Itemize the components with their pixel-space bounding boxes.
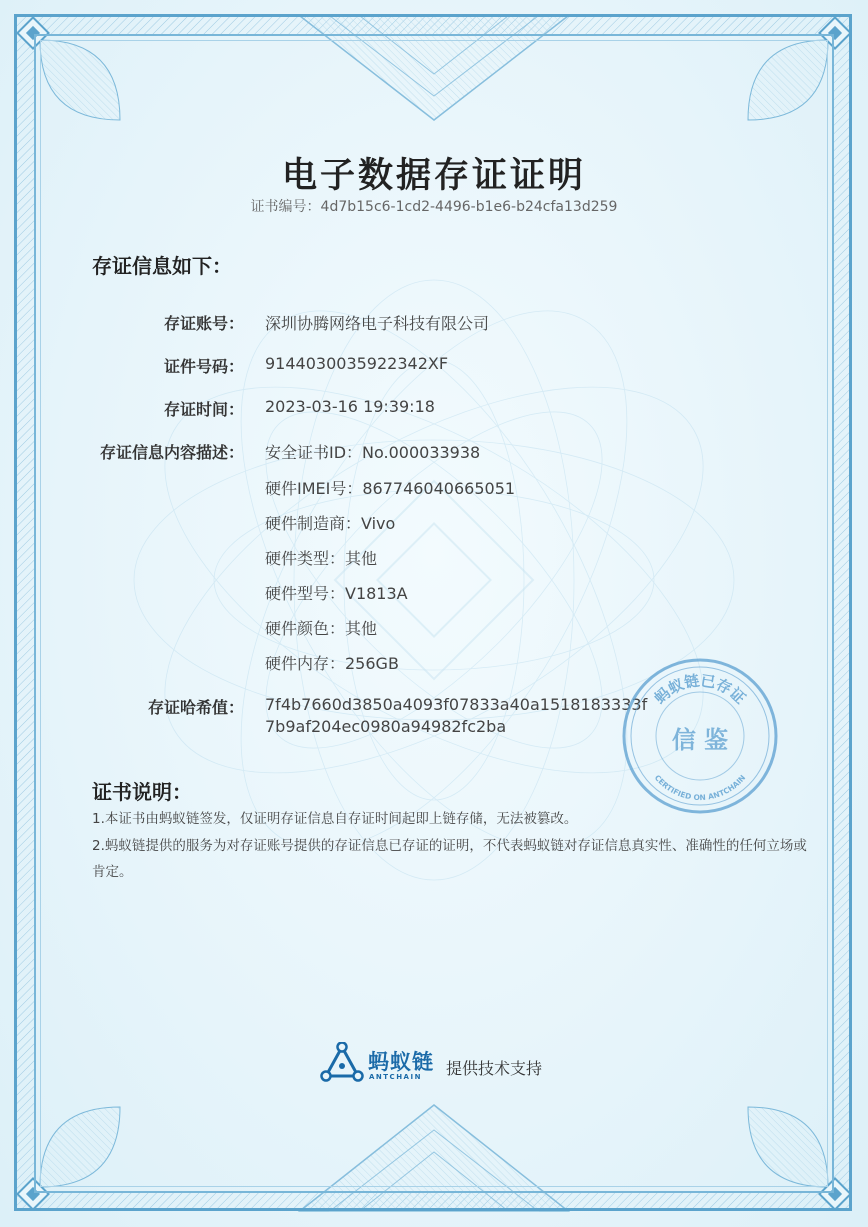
description-line: 硬件制造商：Vivo (265, 514, 396, 533)
certificate-number-value: 4d7b15c6-1cd2-4496-b1e6-b24cfa13d259 (320, 199, 618, 215)
certificate-title: 电子数据存证证明 (281, 156, 586, 196)
certificate-number-label: 证书编号： (250, 199, 321, 215)
description-line: 硬件内存：256GB (265, 654, 399, 673)
description-line: 安全证书ID：No.000033938 (265, 443, 481, 462)
seal-center-text: 信 鉴 (671, 726, 729, 754)
description-label: 存证信息内容描述： (99, 443, 244, 462)
seal-top-text: 蚂蚁链已存证 (650, 671, 750, 708)
id-number-value: 9144030035922342XF (265, 354, 449, 373)
description-line: 硬件型号：V1813A (265, 584, 408, 603)
description-line: 硬件类型：其他 (265, 549, 378, 568)
id-number-label: 证件号码： (163, 357, 244, 376)
time-label: 存证时间： (163, 400, 244, 419)
time-value: 2023-03-16 19:39:18 (265, 397, 435, 416)
brand-name: 蚂蚁链 (368, 1050, 434, 1074)
hash-line: 7f4b7660d3850a4093f07833a40a1518183333f (265, 695, 648, 714)
svg-text:蚂蚁链已存证 (651, 672, 749, 708)
support-text: 提供技术支持 (446, 1059, 543, 1078)
brand-subtitle: ANTCHAIN (369, 1073, 422, 1081)
description-line: 硬件颜色：其他 (265, 619, 378, 638)
account-value: 深圳协腾网络电子科技有限公司 (265, 314, 490, 333)
note-item: 1.本证书由蚂蚁链签发，仅证明存证信息自存证时间起即上链存储，无法被篡改。 (92, 811, 578, 827)
certified-seal (620, 656, 780, 816)
account-label: 存证账号： (163, 314, 244, 333)
notes-heading: 证书说明： (92, 780, 192, 804)
footer-brand (320, 1042, 560, 1086)
antchain-logo-icon (320, 1042, 364, 1086)
hash-line: 7b9af204ec0980a94982fc2ba (265, 717, 507, 736)
note-item: 2.蚂蚁链提供的服务为对存证账号提供的存证信息已存证的证明，不代表蚂蚁链对存证信息真实性、准确性的任何立场或肯定。 (92, 838, 807, 880)
description-line: 硬件IMEI号：867746040665051 (265, 479, 516, 498)
certificate-number (0, 196, 868, 216)
hash-label: 存证哈希值： (147, 698, 244, 717)
svg-text:CERTIFIED ON ANTCHAIN (653, 773, 748, 802)
seal-bottom-text: CERTIFIED ON ANTCHAIN (652, 773, 748, 803)
info-heading: 存证信息如下： (92, 254, 232, 278)
